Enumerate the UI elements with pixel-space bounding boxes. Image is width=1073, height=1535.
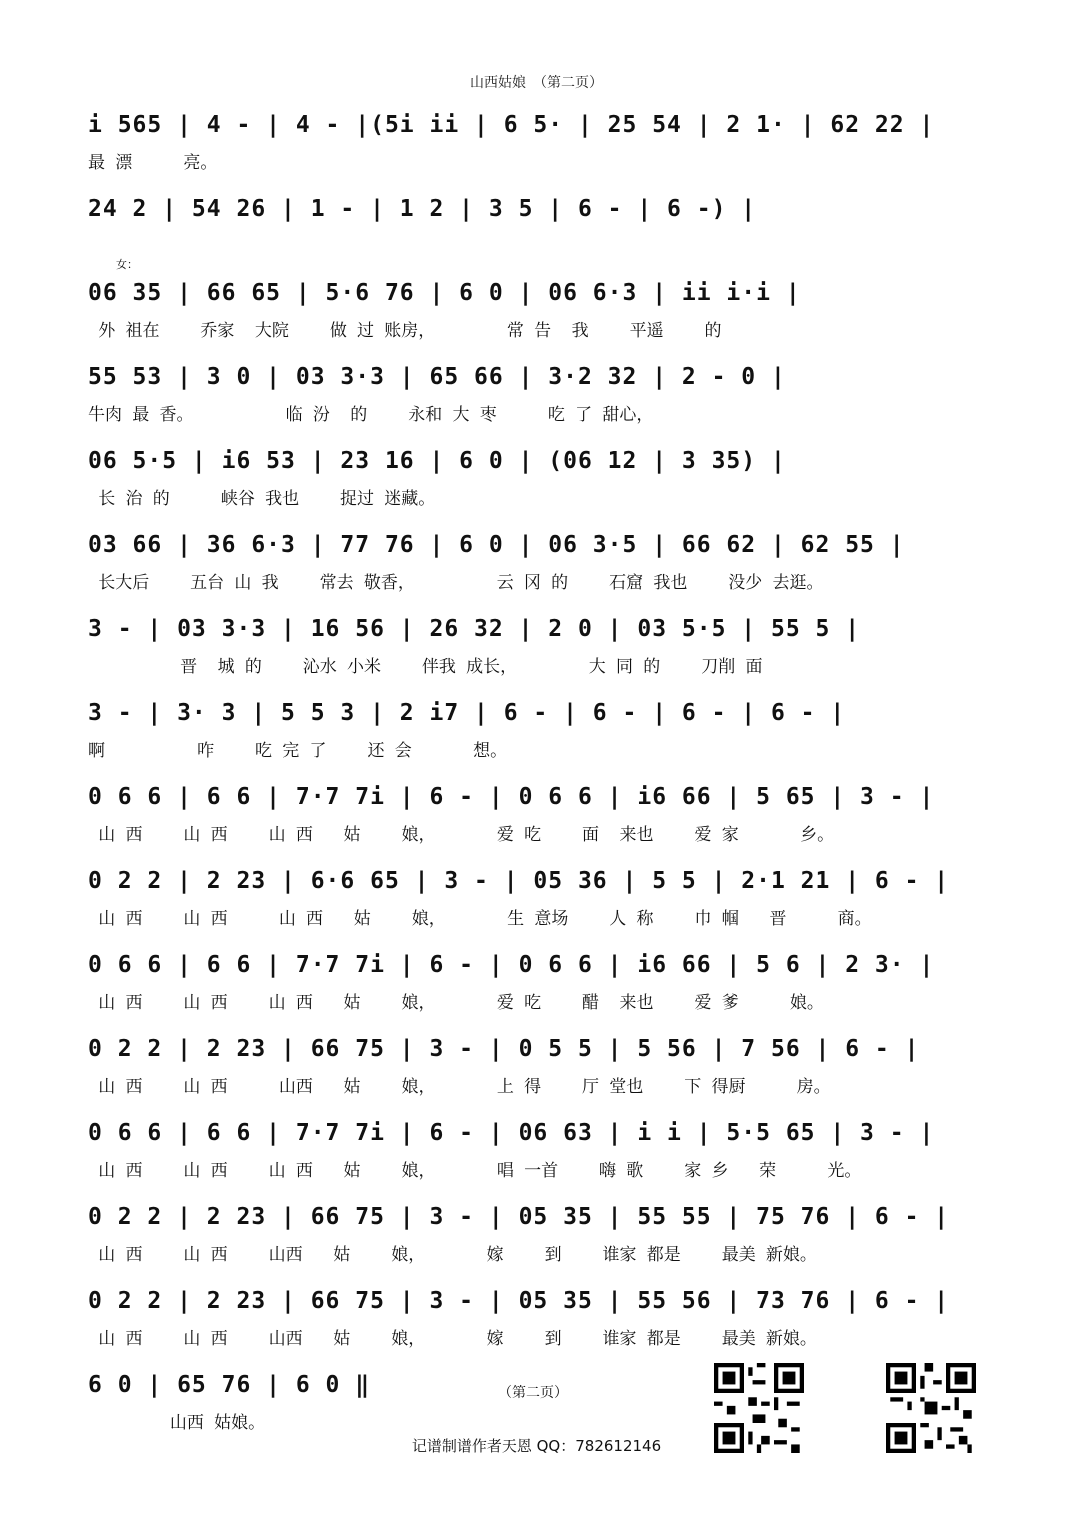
lyrics-line: 山 西 山 西 山 西 姑 娘， 爱 吃 醋 来也 爱 爹 娘。 <box>88 993 824 1013</box>
jianpu-notes: 03 66 | 36 6·3 | 77 76 | 6 0 | 06 3·5 | 66 62 | 62 55 | <box>88 532 905 558</box>
lyrics-line: 山 西 山 西 山西 姑 娘， 嫁 到 谁家 都是 最美 新娘。 <box>88 1245 817 1265</box>
score-system <box>88 944 988 1028</box>
jianpu-notes: 0 6 6 | 6 6 | 7·7 7i | 6 - | 06 63 | i i | 5·5 65 | 3 - | <box>88 1120 935 1146</box>
score-system <box>88 524 988 608</box>
score-system <box>88 1280 988 1364</box>
jianpu-notes: 55 53 | 3 0 | 03 3·3 | 65 66 | 3·2 32 | 2 - 0 | <box>88 364 786 390</box>
lyrics-line: 山 西 山 西 山 西 姑 娘， 生 意场 人 称 巾 帼 晋 商。 <box>88 909 872 929</box>
page-number-label: （第二页） <box>498 1385 568 1401</box>
lyrics-line: 山 西 山 西 山西 姑 娘， 嫁 到 谁家 都是 最美 新娘。 <box>88 1329 817 1349</box>
page-title: 山西姑娘 （第二页） <box>470 75 603 91</box>
score-system <box>88 608 988 692</box>
lyrics-line: 牛肉 最 香。 临 汾 的 永和 大 枣 吃 了 甜心， <box>88 405 654 425</box>
score-system <box>88 692 988 776</box>
jianpu-notes: 06 35 | 66 65 | 5·6 76 | 6 0 | 06 6·3 | ii i·i | <box>88 280 801 306</box>
jianpu-notes: 3 - | 3· 3 | 5 5 3 | 2 i7 | 6 - | 6 - | 6 - | 6 - | <box>88 700 846 726</box>
lyrics-line: 山西 姑娘。 <box>88 1413 266 1433</box>
jianpu-notes: 3 - | 03 3·3 | 16 56 | 26 32 | 2 0 | 03 5·5 | 55 5 | <box>88 616 861 642</box>
score-system <box>88 1028 988 1112</box>
score-system <box>88 272 988 356</box>
jianpu-notes: 0 2 2 | 2 23 | 66 75 | 3 - | 0 5 5 | 5 56 | 7 56 | 6 - | <box>88 1036 920 1062</box>
jianpu-notes: 0 2 2 | 2 23 | 66 75 | 3 - | 05 35 | 55 56 | 73 76 | 6 - | <box>88 1288 950 1314</box>
lyrics-line: 最 漂 亮。 <box>88 153 218 173</box>
lyrics-line: 啊 咋 吃 完 了 还 会 想。 <box>88 741 508 761</box>
score-system <box>88 860 988 944</box>
score-system <box>88 104 988 188</box>
author-credit: 记谱制谱作者天恩 QQ：782612146 <box>411 1437 662 1455</box>
score-system <box>88 776 988 860</box>
jianpu-notes: i 565 | 4 - | 4 - |(5i ii | 6 5· | 25 54 | 2 1· | 62 22 | <box>88 112 935 138</box>
score-system <box>88 1196 988 1280</box>
jianpu-notes: 0 6 6 | 6 6 | 7·7 7i | 6 - | 0 6 6 | i6 66 | 5 65 | 3 - | <box>88 784 935 810</box>
jianpu-notes: 24 2 | 54 26 | 1 - | 1 2 | 3 5 | 6 - | 6 -) | <box>88 196 757 222</box>
score <box>88 104 988 1448</box>
lyrics-line: 山 西 山 西 山西 姑 娘， 上 得 厅 堂也 下 得厨 房。 <box>88 1077 831 1097</box>
score-system <box>88 188 988 272</box>
jianpu-notes: 0 6 6 | 6 6 | 7·7 7i | 6 - | 0 6 6 | i6 66 | 5 6 | 2 3· | <box>88 952 935 978</box>
lyrics-line: 晋 城 的 沁水 小米 伴我 成长， 大 同 的 刀削 面 <box>88 657 763 677</box>
lyrics-line: 山 西 山 西 山 西 姑 娘， 爱 吃 面 来也 爱 家 乡。 <box>88 825 835 845</box>
score-system <box>88 1112 988 1196</box>
lyrics-line: 外 祖在 乔家 大院 做 过 账房， 常 告 我 平遥 的 <box>88 321 722 341</box>
jianpu-notes: 0 2 2 | 2 23 | 6·6 65 | 3 - | 05 36 | 5 5 | 2·1 21 | 6 - | <box>88 868 950 894</box>
lyrics-line: 长大后 五台 山 我 常去 敬香， 云 冈 的 石窟 我也 没少 去逛。 <box>88 573 824 593</box>
lyrics-line: 山 西 山 西 山 西 姑 娘， 唱 一首 嗨 歌 家 乡 荣 光。 <box>88 1161 862 1181</box>
part-label: 女： <box>116 258 138 271</box>
score-system <box>88 440 988 524</box>
score-system <box>88 356 988 440</box>
jianpu-notes: 6 0 | 65 76 | 6 0 ‖ <box>88 1372 371 1398</box>
lyrics-line: 长 治 的 峡谷 我也 捉过 迷藏。 <box>88 489 436 509</box>
jianpu-notes: 06 5·5 | i6 53 | 23 16 | 6 0 | (06 12 | 3 35) | <box>88 448 786 474</box>
jianpu-notes: 0 2 2 | 2 23 | 66 75 | 3 - | 05 35 | 55 55 | 75 76 | 6 - | <box>88 1204 950 1230</box>
